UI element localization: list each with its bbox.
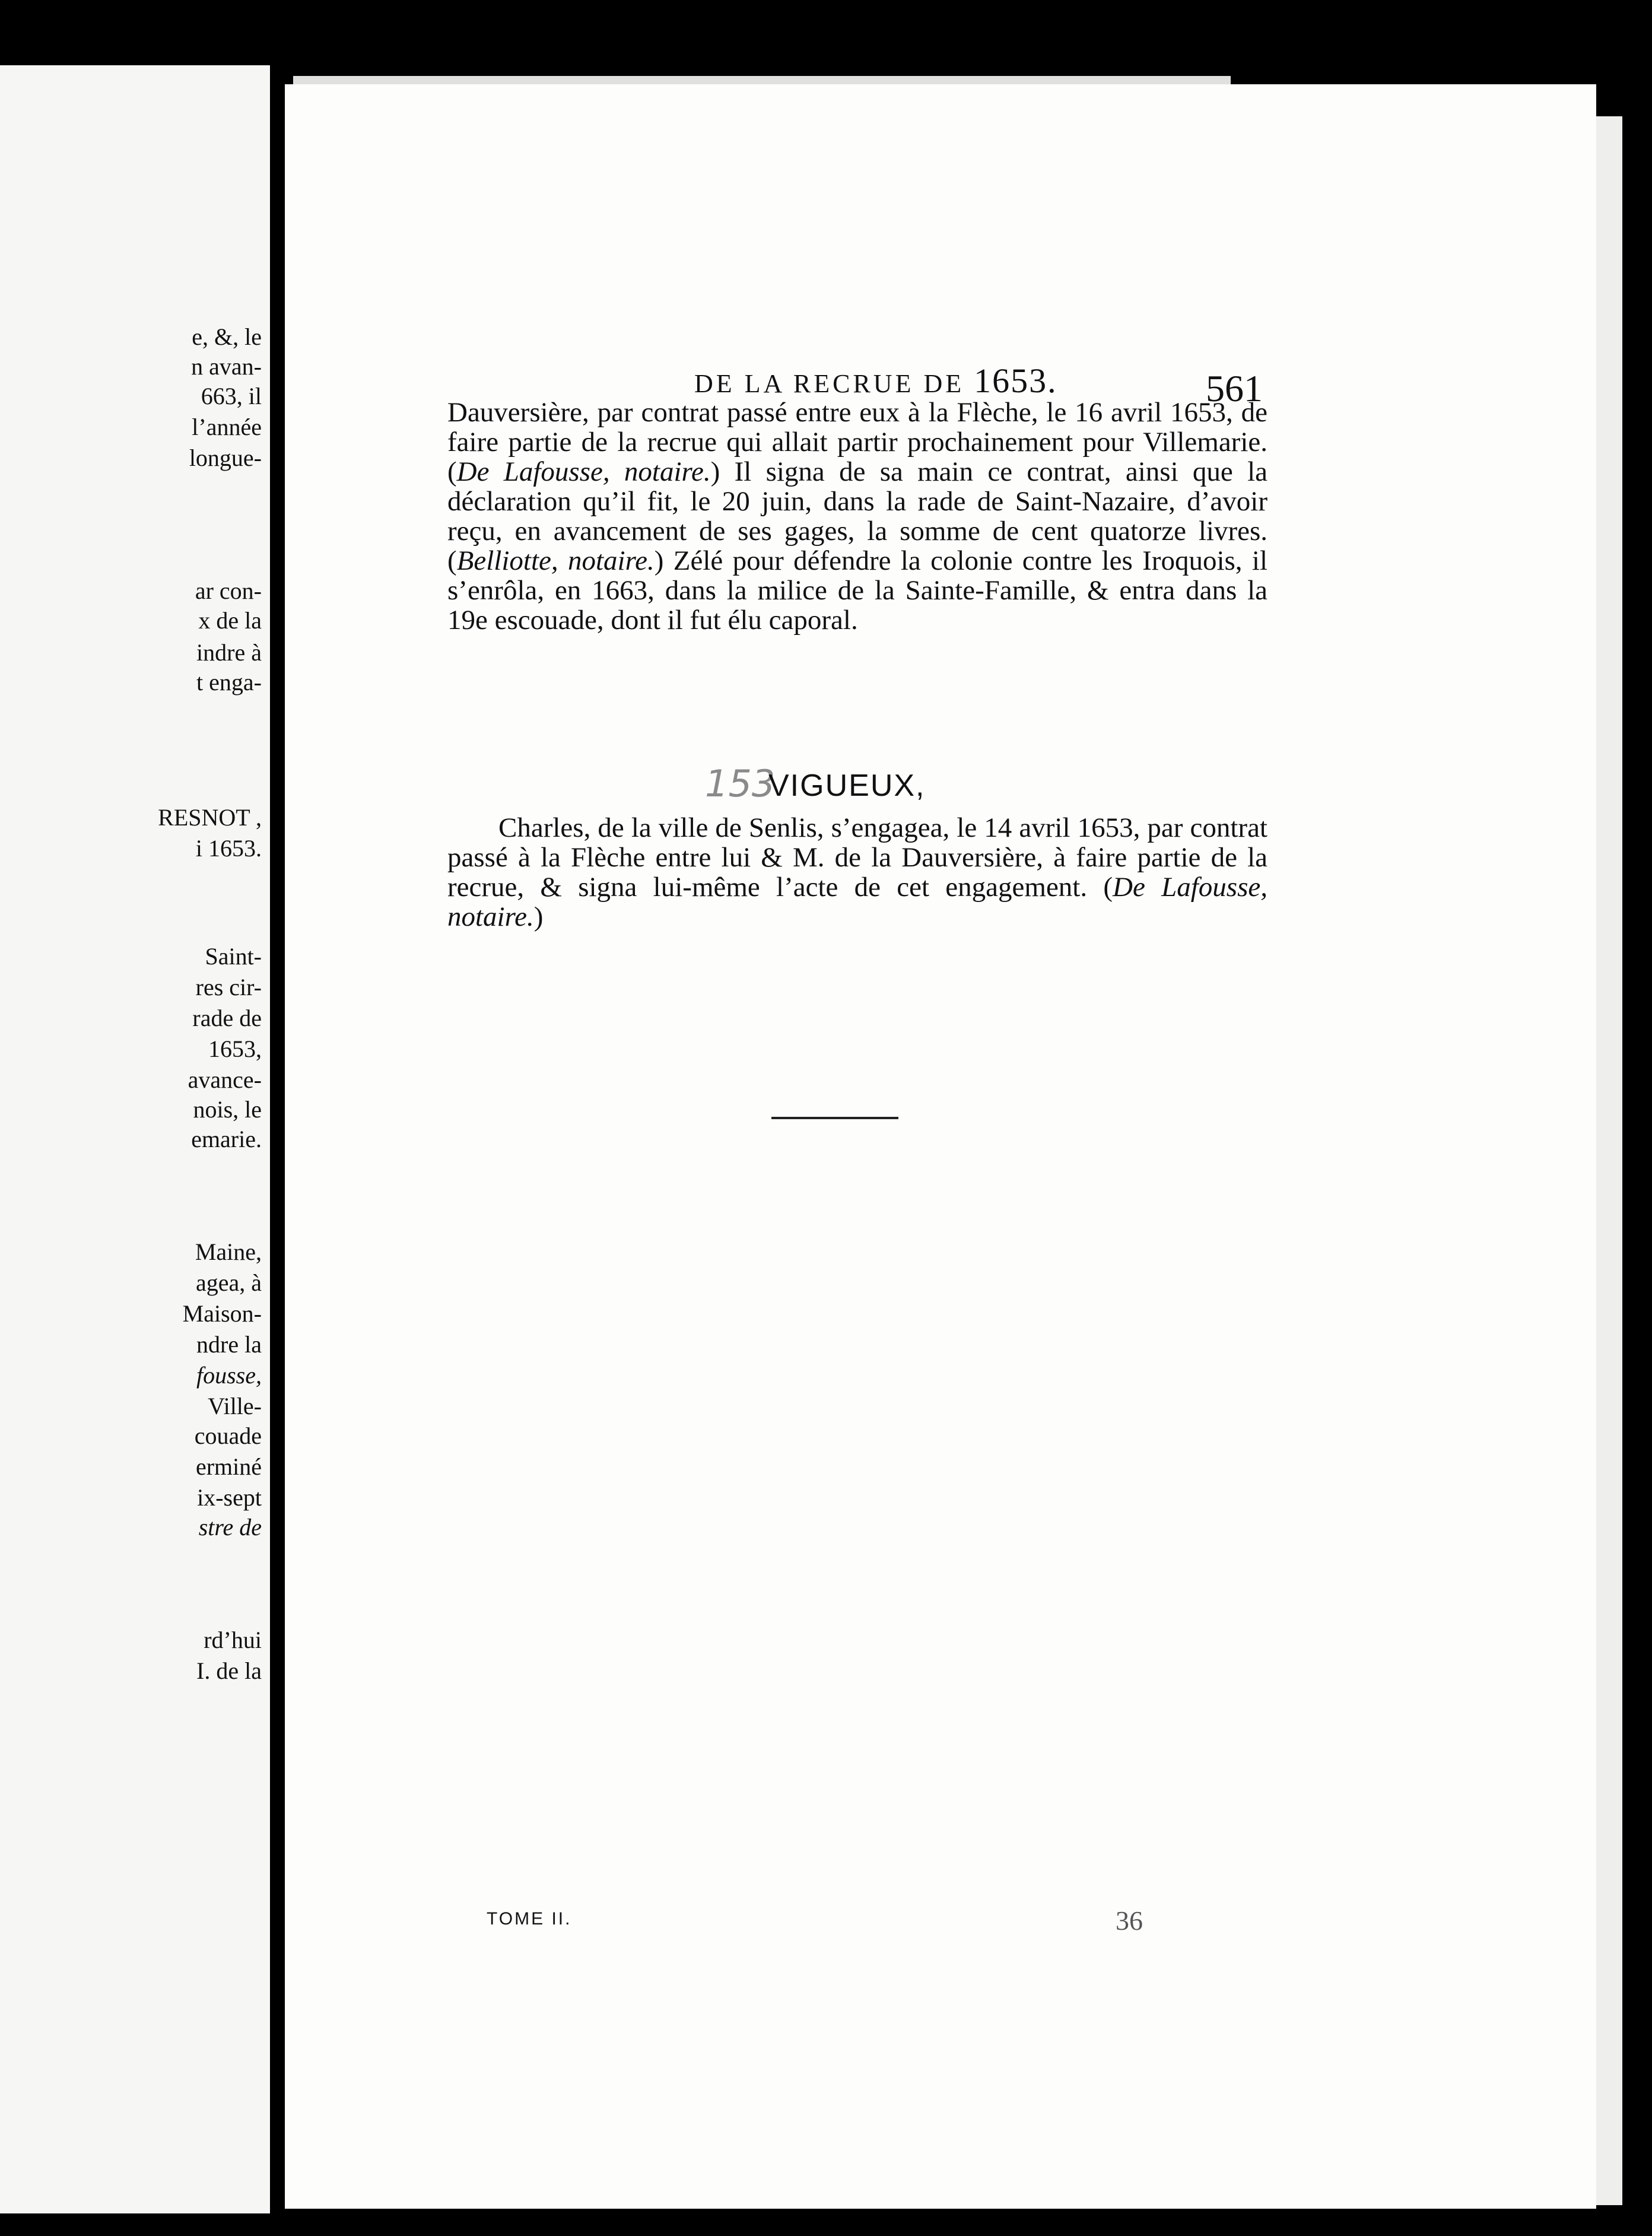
page-number: 561 xyxy=(1206,367,1263,409)
facing-page-line: rd’hui xyxy=(204,1627,262,1653)
running-header xyxy=(694,361,1057,401)
facing-page-line: stre de xyxy=(198,1514,262,1541)
paragraph-continued: Dauversière, par contrat passé entre eux à la Flèche, le 16 avril 1653, de faire partie de la recrue qui allait partir prochainement pour Villemarie. (De Lafousse, notaire.) Il signa de sa main ce contrat, ainsi que la déclaration qu’il fit, le 20 juin, dans la rade de Saint-Nazaire, d’avoir reçu, en avancement de ses gages, la somme de cent quatorze livres. (Belliotte, notaire.) Zélé pour défendre la colonie contre les Iroquois, il s’enrôla, en 1663, dans la milice de la Sainte-Famille, & entra dans la 19e escouade, dont il fut élu caporal. xyxy=(447,397,1268,636)
facing-page-left xyxy=(0,65,270,2213)
facing-page-line: ndre la xyxy=(196,1331,262,1358)
running-title: DE LA RECRUE DE xyxy=(694,369,965,398)
facing-page-line: ix-sept xyxy=(197,1484,262,1511)
entry-paragraph: Charles, de la ville de Senlis, s’engagea, le 14 avril 1653, par contrat passé à la Flèche entre lui & M. de la Dauversière, à faire partie de la recrue, & signa lui-même l’acte de cet engagement. (De Lafousse, notaire.) xyxy=(447,812,1267,932)
page-edge-right xyxy=(1596,116,1622,2205)
facing-page-line: RESNOT , xyxy=(158,804,262,831)
section-separator xyxy=(771,1117,898,1119)
notary-citation: De Lafousse, notaire. xyxy=(456,456,711,487)
facing-page-line: I. de la xyxy=(196,1657,262,1684)
facing-page-line: t enga- xyxy=(196,669,262,695)
facing-page-line: Maine, xyxy=(195,1238,262,1265)
facing-page-line: erminé xyxy=(195,1453,262,1480)
facing-page-line: Maison- xyxy=(182,1300,262,1327)
facing-page-line: couade xyxy=(194,1422,262,1449)
facing-page-line: Saint- xyxy=(205,943,262,970)
facing-page-line: i 1653. xyxy=(195,835,262,862)
facing-page-line: emarie. xyxy=(191,1126,262,1152)
notary-citation: De Lafousse, notaire. xyxy=(447,872,1267,932)
facing-page-line: e, &, le xyxy=(192,323,262,350)
facing-page-line: res cir- xyxy=(195,974,262,1001)
facing-page-line: indre à xyxy=(196,639,262,666)
facing-page-line: agea, à xyxy=(195,1269,262,1296)
facing-page-line: ar con- xyxy=(195,577,262,604)
entry-heading: VIGUEUX, xyxy=(768,768,926,803)
pencil-annotation: 153 xyxy=(705,762,776,805)
facing-page-line: Ville- xyxy=(208,1393,262,1419)
facing-page-line: 663, il xyxy=(201,383,262,409)
notary-citation: Belliotte, notaire. xyxy=(456,545,655,576)
facing-page-line: n avan- xyxy=(191,353,262,380)
facing-page-line: rade de xyxy=(192,1005,262,1031)
facing-page-line: avance- xyxy=(188,1066,262,1093)
facing-page-line: nois, le xyxy=(193,1096,262,1123)
signature-mark: 36 xyxy=(1116,1905,1143,1936)
facing-page-line: x de la xyxy=(198,607,262,634)
facing-page-line: 1653, xyxy=(208,1036,262,1062)
header-year: 1653. xyxy=(974,361,1057,400)
book-page xyxy=(285,84,1596,2209)
facing-page-line: l’année xyxy=(192,414,262,440)
volume-label: TOME II. xyxy=(487,1909,572,1929)
facing-page-line: fousse, xyxy=(196,1362,262,1389)
facing-page-line: longue- xyxy=(189,444,262,471)
